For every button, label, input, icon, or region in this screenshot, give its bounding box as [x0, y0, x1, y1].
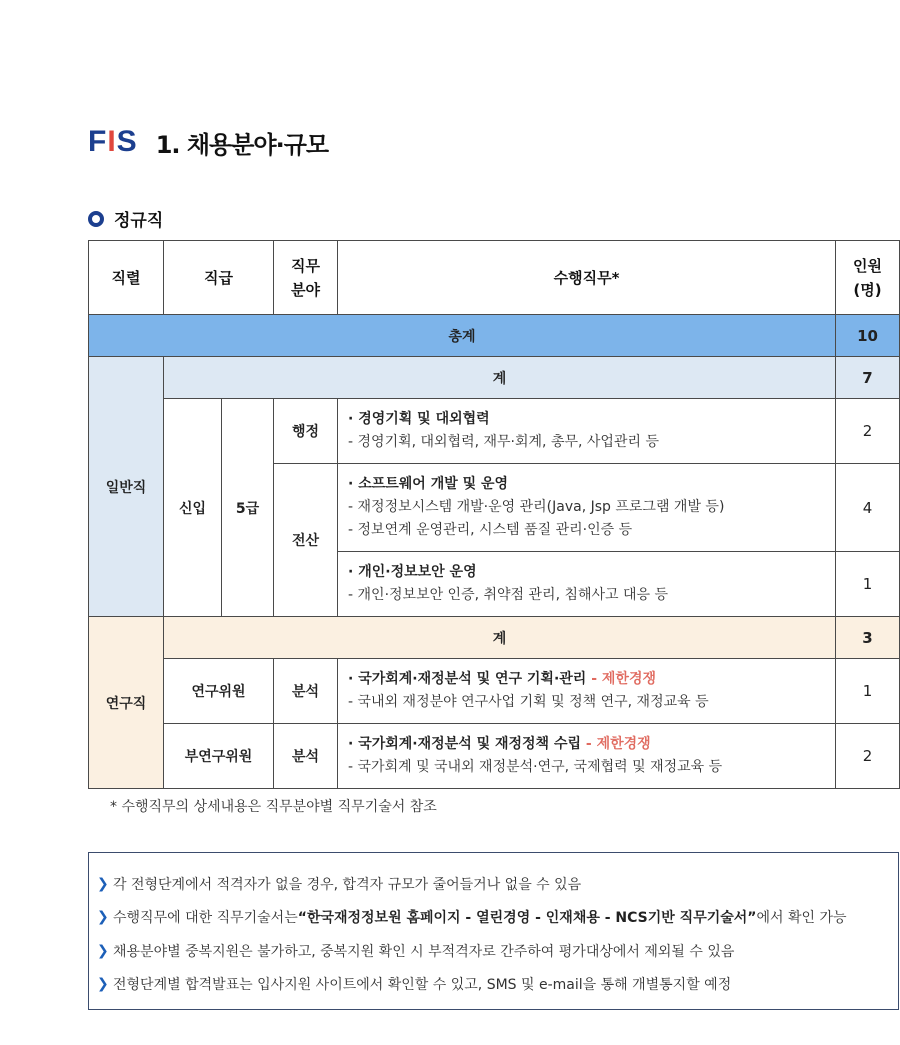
header-field-line2: 분야	[291, 280, 320, 299]
header-field-line1: 직무	[291, 256, 320, 275]
general-sum-count: 7	[836, 357, 900, 399]
header-field	[274, 241, 338, 315]
general-grade: 5급	[222, 399, 274, 617]
table-row	[89, 399, 900, 464]
duty-sep: -	[586, 671, 602, 687]
duty-sep: -	[581, 736, 597, 752]
total-label: 총계	[89, 315, 836, 357]
logo-letter-i: I	[107, 125, 117, 158]
duty-cell	[338, 464, 836, 552]
duty-cell	[338, 399, 836, 464]
duty-cell	[338, 552, 836, 617]
duty-desc: - 국가회계 및 국내외 재정분석·연구, 국제협력 및 재정교육 등	[348, 759, 723, 775]
chevron-right-icon: ❯	[97, 942, 109, 959]
count-cell: 1	[836, 659, 900, 724]
chevron-right-icon: ❯	[97, 875, 109, 892]
field-cell: 전산	[274, 464, 338, 617]
header-series: 직렬	[89, 241, 164, 315]
general-sum-label: 계	[164, 357, 836, 399]
notice-item	[97, 934, 898, 968]
count-cell: 1	[836, 552, 900, 617]
notice-text: 채용분야별 중복지원은 불가하고, 중복지원 확인 시 부적격자로 간주하여 평가대상에서 제외될 수 있음	[113, 943, 735, 960]
field-cell: 행정	[274, 399, 338, 464]
duty-desc: - 정보연계 운영관리, 시스템 품질 관리·인증 등	[348, 522, 633, 538]
duty-title-line	[348, 733, 825, 756]
section-heading	[88, 206, 163, 231]
header-count-line2: (명)	[853, 280, 882, 299]
notice-text	[113, 907, 847, 927]
section-title: 정규직	[114, 211, 164, 231]
logo-letter-f: F	[88, 125, 108, 158]
header-count-line1: 인원	[853, 256, 882, 275]
fis-logo	[88, 127, 138, 157]
research-sum-label: 계	[164, 617, 836, 659]
general-level: 신입	[164, 399, 222, 617]
general-series-label: 일반직	[89, 357, 164, 617]
chevron-right-icon: ❯	[97, 976, 109, 993]
duty-desc: - 재정정보시스템 개발·운영 관리(Java, Jsp 프로그램 개발 등)	[348, 499, 725, 515]
header-count	[836, 241, 900, 315]
notice-box	[88, 852, 899, 1010]
general-sum-row	[89, 357, 900, 399]
count-cell: 2	[836, 724, 900, 789]
duty-desc: - 국내외 재정분야 연구사업 기획 및 정책 연구, 재정교육 등	[348, 694, 709, 710]
duty-desc: - 개인·정보보안 인증, 취약점 관리, 침해사고 대응 등	[348, 587, 669, 603]
duty-title: · 경영기획 및 대외협력	[348, 411, 490, 427]
notice-item	[97, 867, 898, 901]
notice-text-pre: 수행직무에 대한 직무기술서는	[113, 910, 298, 927]
count-cell: 4	[836, 464, 900, 552]
notice-text-post: 에서 확인 가능	[756, 910, 847, 927]
duty-title: · 국가회계·재정분석 및 재정정책 수립	[348, 736, 582, 752]
field-cell: 분석	[274, 724, 338, 789]
duty-title-line	[348, 668, 825, 691]
table-footnote: * 수행직무의 상세내용은 직무분야별 직무기술서 참조	[110, 799, 437, 815]
research-series-label: 연구직	[89, 617, 164, 789]
table-row	[89, 724, 900, 789]
research-sum-row	[89, 617, 900, 659]
duty-title: · 개인·정보보안 운영	[348, 564, 477, 580]
duty-title: · 소프트웨어 개발 및 운영	[348, 476, 509, 492]
notice-text: 각 전형단계에서 적격자가 없을 경우, 합격자 규모가 줄어들거나 없을 수 있음	[113, 876, 582, 893]
total-count: 10	[836, 315, 900, 357]
table-row	[89, 659, 900, 724]
notice-text: 전형단계별 합격발표는 입사지원 사이트에서 확인할 수 있고, SMS 및 e-mail을 통해 개별통지할 예정	[113, 977, 732, 994]
chevron-right-icon: ❯	[97, 909, 109, 926]
total-row	[89, 315, 900, 357]
grade-cell: 연구위원	[164, 659, 274, 724]
duty-cell	[338, 659, 836, 724]
restricted-tag: 제한경쟁	[601, 671, 656, 687]
notice-text-bold: “한국재정정보원 홈페이지 - 열린경영 - 인재채용 - NCS기반 직무기술서”	[297, 910, 757, 927]
research-sum-count: 3	[836, 617, 900, 659]
restricted-tag: 제한경쟁	[596, 736, 651, 752]
logo-letter-s: S	[116, 125, 138, 158]
notice-item	[97, 901, 898, 935]
grade-cell: 부연구위원	[164, 724, 274, 789]
header-grade: 직급	[164, 241, 274, 315]
notice-item	[97, 968, 898, 1002]
page-heading	[88, 125, 328, 159]
header-duty: 수행직무*	[338, 241, 836, 315]
circle-bullet-icon	[88, 211, 104, 227]
duty-desc: - 경영기획, 대외협력, 재무·회계, 총무, 사업관리 등	[348, 434, 659, 450]
duty-title: · 국가회계·재정분석 및 연구 기획·관리	[348, 671, 587, 687]
page-title: 1. 채용분야·규모	[155, 130, 329, 159]
duty-cell	[338, 724, 836, 789]
recruitment-table	[88, 240, 900, 789]
table-header-row	[89, 241, 900, 315]
field-cell: 분석	[274, 659, 338, 724]
count-cell: 2	[836, 399, 900, 464]
